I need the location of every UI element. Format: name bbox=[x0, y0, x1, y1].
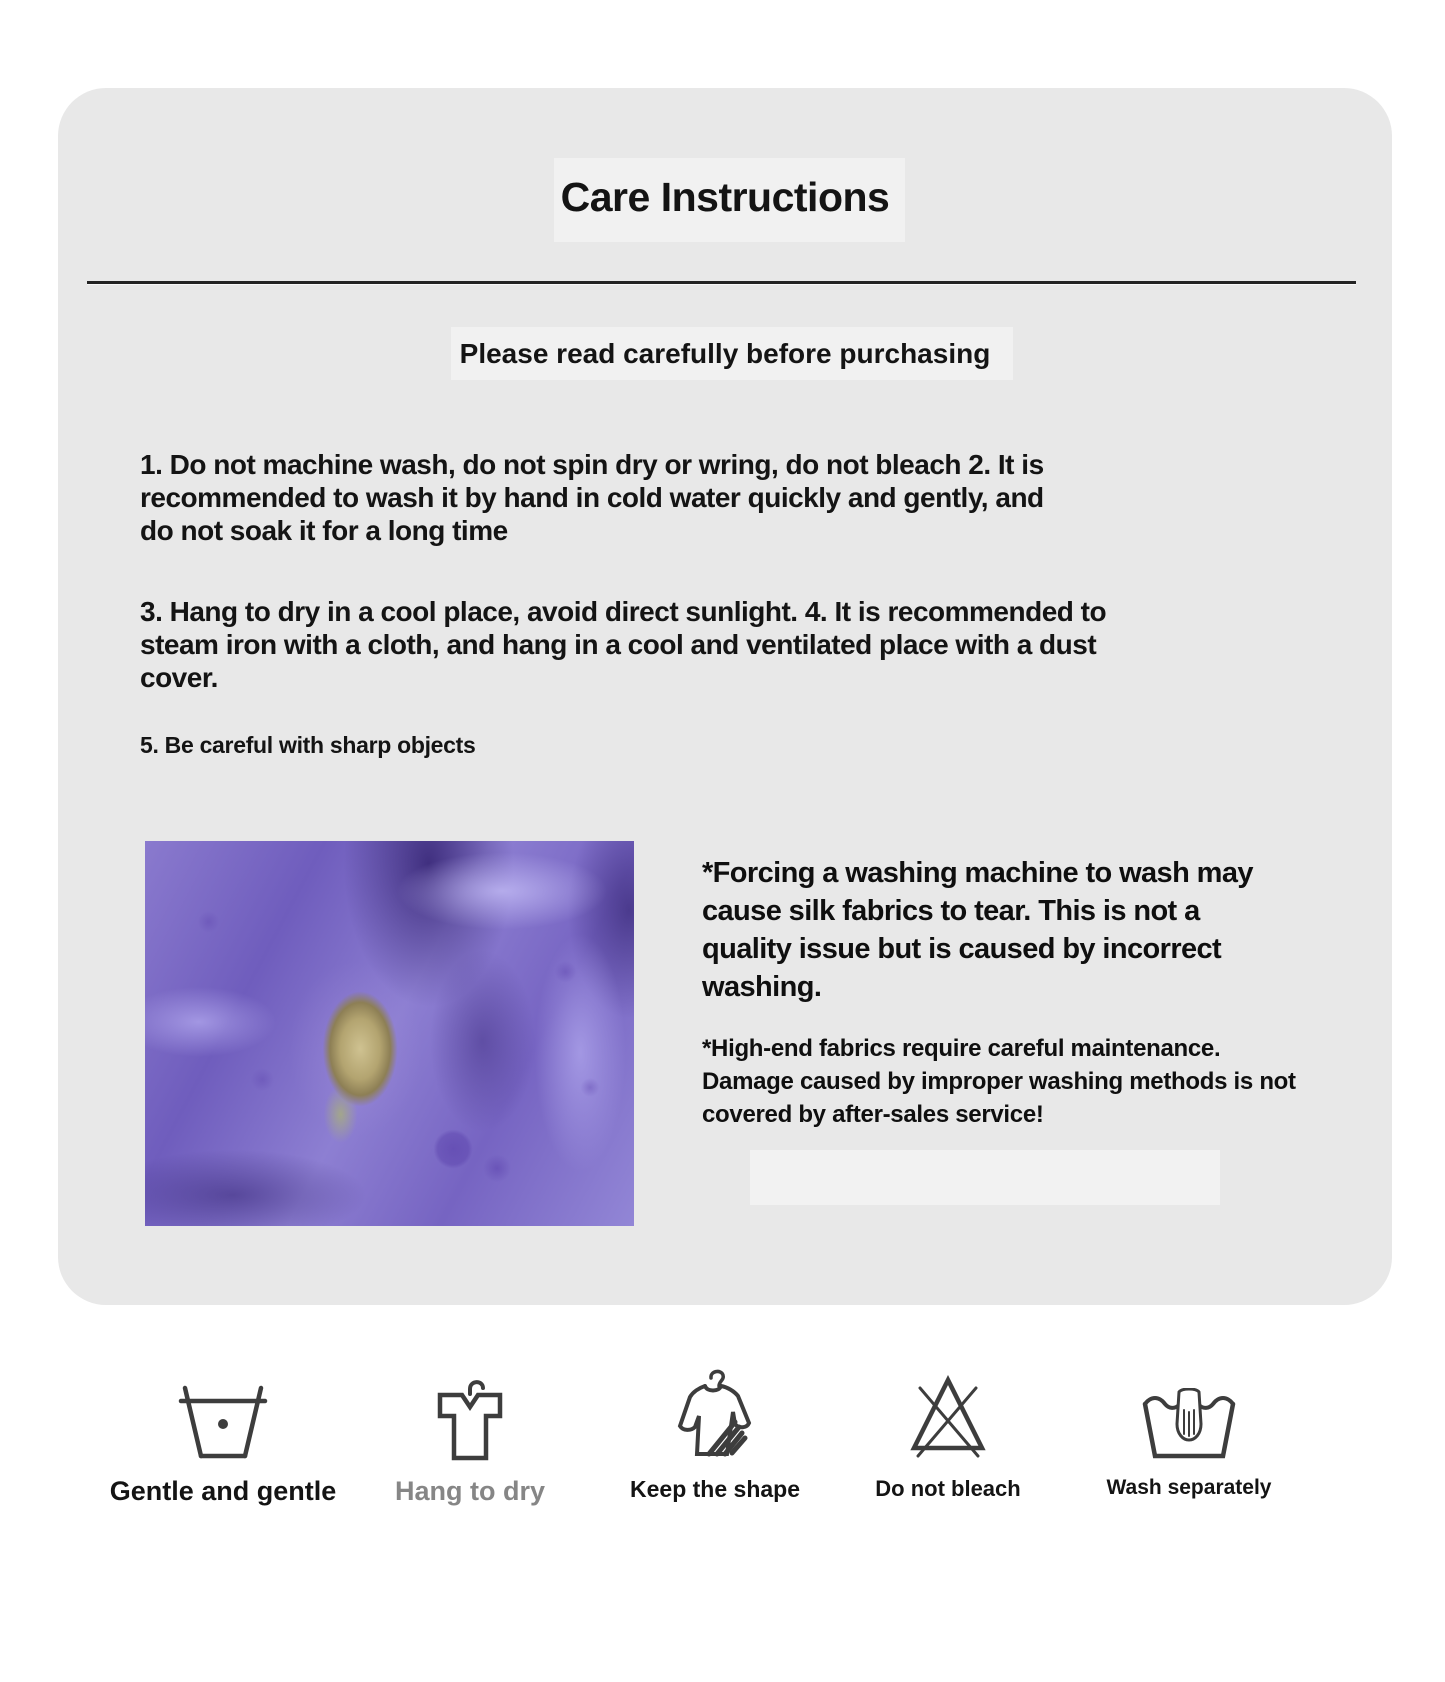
care-card bbox=[58, 88, 1392, 1305]
care-item-keep-shape bbox=[600, 1350, 830, 1503]
watermark-patch bbox=[750, 1150, 1220, 1205]
care-item-do-not-bleach bbox=[833, 1350, 1063, 1502]
care-icon-label: Wash separately bbox=[1106, 1476, 1272, 1499]
care-icon-label: Hang to dry bbox=[394, 1476, 545, 1506]
care-item-wash-separately bbox=[1074, 1350, 1304, 1500]
warning-primary: *Forcing a washing machine to wash may cause silk fabrics to tear. This is not a quality issue but is caused by incorrect washing. bbox=[702, 857, 1253, 1003]
hang-to-dry-icon bbox=[422, 1350, 518, 1462]
do-not-bleach-icon bbox=[900, 1350, 996, 1462]
care-icon-label: Do not bleach bbox=[875, 1476, 1021, 1501]
care-item-hang-to-dry bbox=[355, 1350, 585, 1507]
care-icon-label: Keep the shape bbox=[630, 1476, 800, 1502]
care-item-gentle-wash bbox=[108, 1350, 338, 1507]
care-icon-label: Gentle and gentle bbox=[109, 1476, 337, 1506]
keep-shape-icon bbox=[665, 1350, 765, 1462]
page-title: Care Instructions bbox=[560, 174, 890, 220]
subtitle: Please read carefully before purchasing bbox=[459, 338, 991, 369]
wash-separately-icon bbox=[1139, 1350, 1239, 1462]
care-paragraph-3: 5. Be careful with sharp objects bbox=[140, 732, 476, 758]
title-divider bbox=[87, 281, 1356, 285]
gentle-wash-icon bbox=[177, 1350, 269, 1462]
fabric-damage-photo bbox=[145, 841, 634, 1226]
warning-secondary: *High-end fabrics require careful maintenance. Damage caused by improper washing methods is not covered by after-sales service! bbox=[702, 1035, 1296, 1128]
care-paragraph-1: 1. Do not machine wash, do not spin dry or wring, do not bleach 2. It is recommended to wash it by hand in cold water quickly and gently, and do not soak it for a long time bbox=[140, 449, 1044, 546]
care-paragraph-2: 3. Hang to dry in a cool place, avoid direct sunlight. 4. It is recommended to steam iron with a cloth, and hang in a cool and ventilated place with a dust cover. bbox=[140, 596, 1107, 693]
